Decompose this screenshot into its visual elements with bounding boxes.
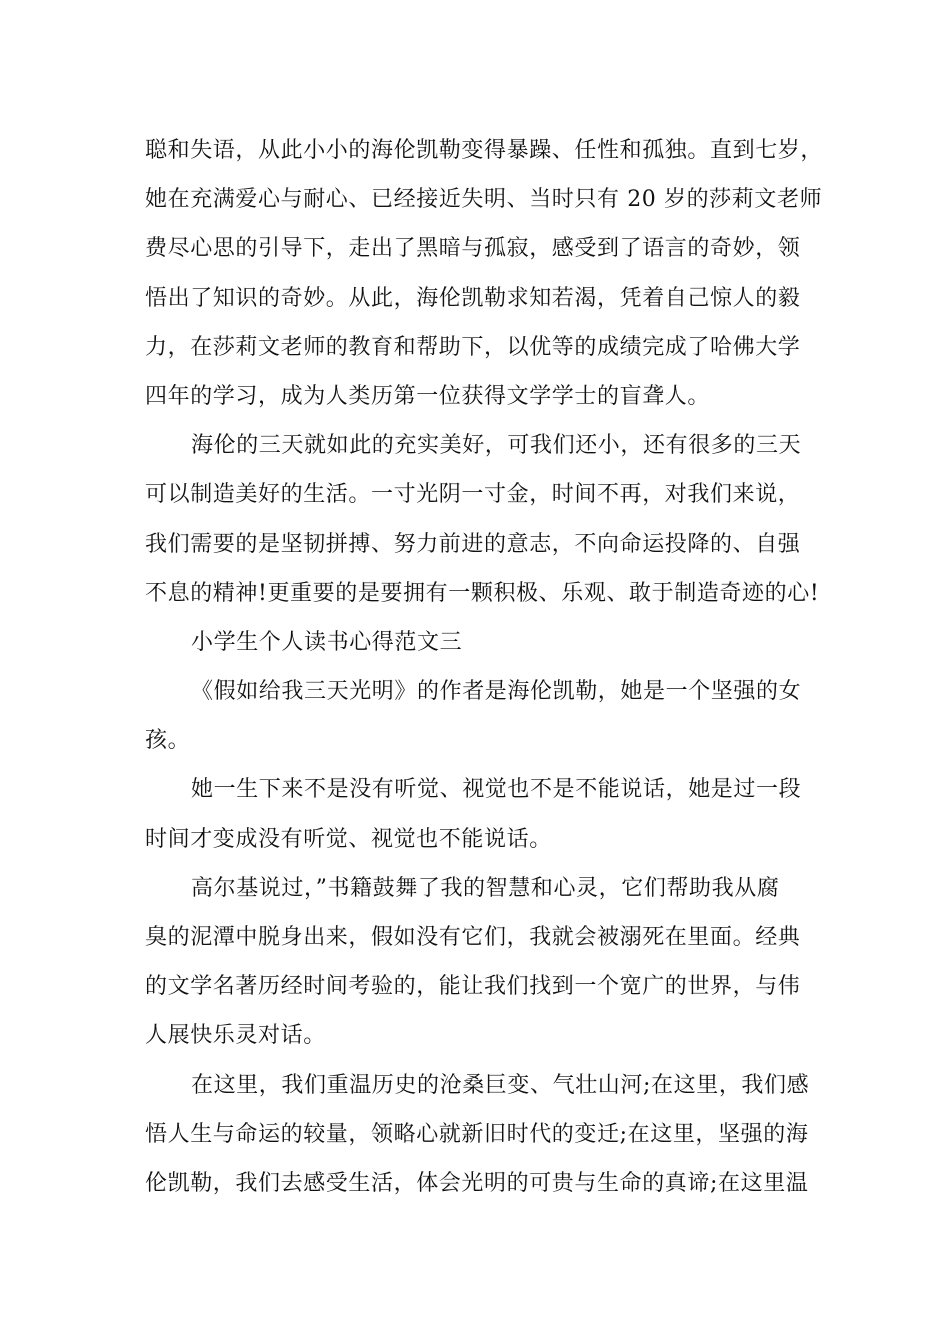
text-line: 费尽心思的引导下，走出了黑暗与孤寂，感受到了语言的奇妙，领 [145,236,801,262]
text-line: 她在充满爱心与耐心、已经接近失明、当时只有 20 岁的莎莉文老师 [145,187,823,213]
document-body [145,126,825,1208]
text-line: 高尔基说过，”书籍鼓舞了我的智慧和心灵，它们帮助我从腐 [191,875,780,901]
text-line: 悟出了知识的奇妙。从此，海伦凯勒求知若渴，凭着自己惊人的毅 [145,285,801,311]
text-line: 海伦的三天就如此的充实美好，可我们还小，还有很多的三天 [191,433,802,459]
text-line: 时间才变成没有听觉、视觉也不能说话。 [145,826,552,852]
section-heading: 小学生个人读书心得范文三 [191,629,463,655]
text-line: 《假如给我三天光明》的作者是海伦凯勒，她是一个坚强的女 [191,679,802,705]
text-line: 悟人生与命运的较量，领略心就新旧时代的变迁;在这里，坚强的海 [145,1121,809,1147]
text-line: 不息的精神!更重要的是要拥有一颗积极、乐观、敢于制造奇迹的心! [145,580,820,606]
text-line: 在这里，我们重温历史的沧桑巨变、气壮山河;在这里，我们感 [191,1072,810,1098]
text-line: 的文学名著历经时间考验的，能让我们找到一个宽广的世界，与伟 [145,974,801,1000]
text-line: 四年的学习，成为人类历第一位获得文学学士的盲聋人。 [145,383,711,409]
text-line: 聪和失语，从此小小的海伦凯勒变得暴躁、任性和孤独。直到七岁， [145,138,824,163]
text-line: 伦凯勒，我们去感受生活，体会光明的可贵与生命的真谛;在这里温 [145,1170,809,1196]
text-line: 人展快乐灵对话。 [145,1023,326,1049]
text-line: 臭的泥潭中脱身出来，假如没有它们，我就会被溺死在里面。经典 [145,925,801,950]
text-line: 力，在莎莉文老师的教育和帮助下，以优等的成绩完成了哈佛大学 [145,334,801,360]
text-line: 可以制造美好的生活。一寸光阴一寸金，时间不再，对我们来说， [145,482,801,508]
text-line: 她一生下来不是没有听觉、视觉也不是不能说话，她是过一段 [191,777,802,803]
text-line: 我们需要的是坚韧拼搏、努力前进的意志，不向命运投降的、自强 [145,531,801,557]
text-line: 孩。 [145,728,191,754]
